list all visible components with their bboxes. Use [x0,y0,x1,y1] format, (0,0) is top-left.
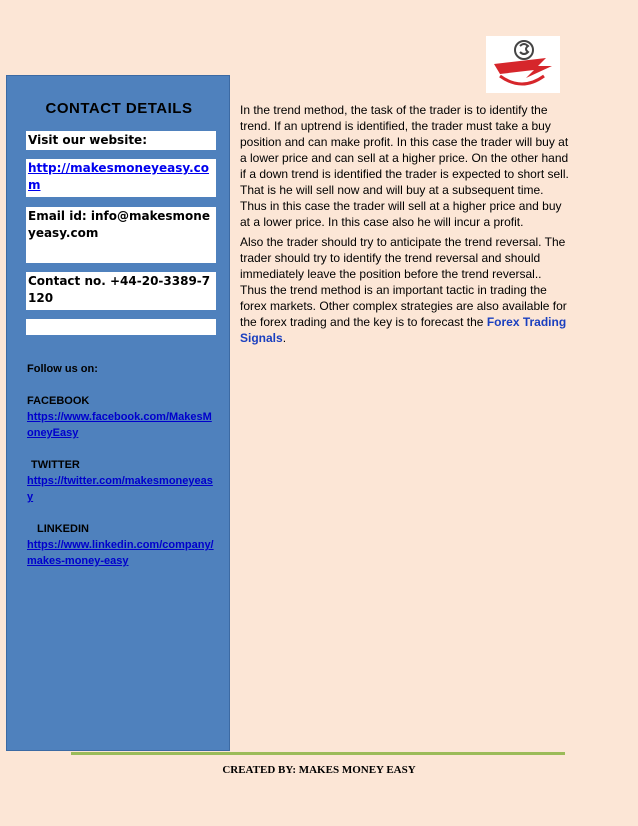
email-text: Email id: info@makesmoneyeasy.com [28,209,210,240]
linkedin-link[interactable]: https://www.linkedin.com/company/makes-money-easy [27,539,214,567]
twitter-link[interactable]: https://twitter.com/makesmoneyeasy [27,475,213,503]
contact-number-box [26,272,216,310]
follow-heading: Follow us on: [27,363,98,375]
logo-icon [486,36,560,93]
article-paragraph-2 [240,234,570,346]
website-label-box [26,131,216,150]
contact-sidebar [6,75,230,751]
email-box [26,207,216,263]
website-url-box [26,159,216,197]
twitter-label: TWITTER [31,459,80,471]
facebook-label: FACEBOOK [27,395,90,407]
contact-number: Contact no. +44-20-3389-7120 [28,274,211,305]
footer-divider [71,752,565,755]
article-body [240,102,570,350]
website-label: Visit our website: [28,133,147,147]
website-link[interactable]: http://makesmoneyeasy.com [28,161,209,192]
article-paragraph-1: In the trend method, the task of the trader is to identify the trend. If an uptrend is identified, the trader must take a buy position and can make profit. In this case the trader will buy at a lower price and can sell at a higher price. On the other hand if a down trend is identified the trader is expected to short sell. That is he will sell now and will buy at a subsequent time. Thus in this case the trader will sell at a higher price and buy at a lower price. In this case also he will incur a profit. [240,103,569,229]
article-paragraph-2-text: Also the trader should try to anticipate the trend reversal. The trader should try to identify the trend reversal and should immediately leave the position before the trend reversal.. Thus the trend method is an important tactic in trading the forex markets. Other complex strategies are also available for the forex trading and the key is to forecast the [240,235,567,329]
facebook-link[interactable]: https://www.facebook.com/MakesMoneyEasy [27,411,212,439]
footer-credit: CREATED BY: MAKES MONEY EASY [222,764,416,776]
contact-details-heading: CONTACT DETAILS [45,100,193,117]
linkedin-label: LINKEDIN [37,523,89,535]
company-logo [486,36,560,93]
forex-signals-link[interactable]: Forex Trading Signals [240,315,567,345]
social-links [27,361,217,569]
empty-box [26,319,216,335]
article-paragraph-2-end: . [282,331,287,345]
